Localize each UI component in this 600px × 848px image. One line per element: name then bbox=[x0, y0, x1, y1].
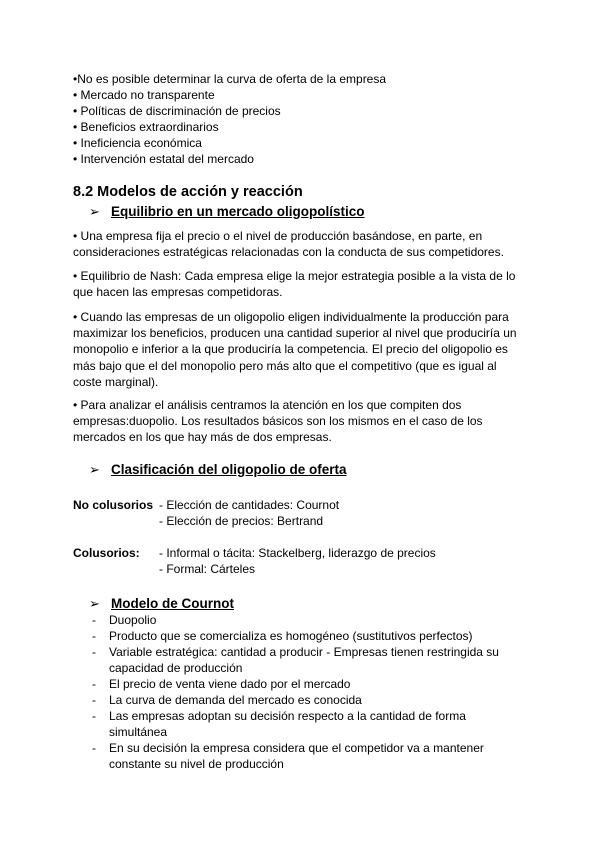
list-item: Las empresas adoptan su decisión respecto a la cantidad de forma simultánea bbox=[109, 709, 466, 739]
dash-bullet: - bbox=[92, 613, 96, 627]
intro-bullet: • Mercado no transparente bbox=[73, 88, 215, 102]
arrow-bullet-icon: ➢ bbox=[89, 462, 100, 477]
no-colusorios-item: - Elección de cantidades: Cournot bbox=[159, 498, 340, 512]
list-item: Variable estratégica: cantidad a producir - Empresas tienen restringida su capacidad de producción bbox=[109, 645, 499, 675]
colusorios-item: - Formal: Cárteles bbox=[159, 562, 256, 576]
dash-bullet: - bbox=[92, 677, 96, 691]
cournot-heading bbox=[89, 595, 234, 613]
paragraph: • Equilibrio de Nash: Cada empresa elige la mejor estrategia posible a la vista de lo que hacen las empresas competidoras. bbox=[73, 269, 516, 300]
list-item: Producto que se comercializa es homogéneo (sustitutivos perfectos) bbox=[109, 629, 473, 643]
intro-bullet: • Ineficiencia económica bbox=[73, 136, 202, 150]
dash-bullet: - bbox=[92, 693, 96, 707]
colusorios-label: Colusorios: bbox=[73, 546, 140, 560]
intro-bullet: • Beneficios extraordinarios bbox=[73, 120, 219, 134]
list-item: Duopolio bbox=[109, 613, 157, 627]
list-item: El precio de venta viene dado por el mercado bbox=[109, 677, 351, 691]
no-colusorios-item: - Elección de precios: Bertrand bbox=[159, 514, 324, 528]
no-colusorios-label: No colusorios bbox=[73, 498, 154, 512]
dash-bullet: - bbox=[92, 741, 96, 755]
arrow-bullet-icon: ➢ bbox=[89, 596, 100, 611]
dash-bullet: - bbox=[92, 629, 96, 643]
cournot-heading-text: Modelo de Cournot bbox=[111, 596, 234, 611]
list-item: En su decisión la empresa considera que el competidor va a mantener constante su nivel de producción bbox=[109, 741, 484, 771]
intro-bullet: •No es posible determinar la curva de oferta de la empresa bbox=[73, 72, 387, 86]
clasificacion-heading bbox=[89, 461, 347, 479]
colusorios-item: - Informal o tácita: Stackelberg, liderazgo de precios bbox=[159, 546, 436, 560]
clasificacion-heading-text: Clasificación del oligopolio de oferta bbox=[111, 462, 347, 477]
dash-bullet: - bbox=[92, 709, 96, 723]
dash-bullet: - bbox=[92, 645, 96, 659]
arrow-bullet-icon: ➢ bbox=[89, 204, 100, 219]
intro-bullet: • Políticas de discriminación de precios bbox=[73, 104, 281, 118]
paragraph: • Una empresa fija el precio o el nivel de producción basándose, en parte, en consideraciones estratégicas relacionadas con la conducta de sus competidores. bbox=[73, 229, 504, 260]
intro-bullet: • Intervención estatal del mercado bbox=[73, 152, 254, 166]
paragraph: • Cuando las empresas de un oligopolio eligen individualmente la producción para maximizar los beneficios, producen una cantidad superior al nivel que produciría un monopolio e inferior a la que produciría la competencia. El precio del oligopolio es más bajo que el del monopolio pero más alto que el competitivo (que es igual al coste marginal). bbox=[73, 310, 517, 389]
equilibrio-heading-text: Equilibrio en un mercado oligopolístico bbox=[111, 204, 365, 219]
section-title: 8.2 Modelos de acción y reacción bbox=[73, 184, 303, 200]
paragraph: • Para analizar el análisis centramos la atención en los que compiten dos empresas:duopolio. Los resultados básicos son los mismos en el caso de los mercados en los que hay más de dos empresas. bbox=[73, 398, 483, 445]
list-item: La curva de demanda del mercado es conocida bbox=[109, 693, 362, 707]
equilibrio-heading bbox=[89, 203, 365, 221]
